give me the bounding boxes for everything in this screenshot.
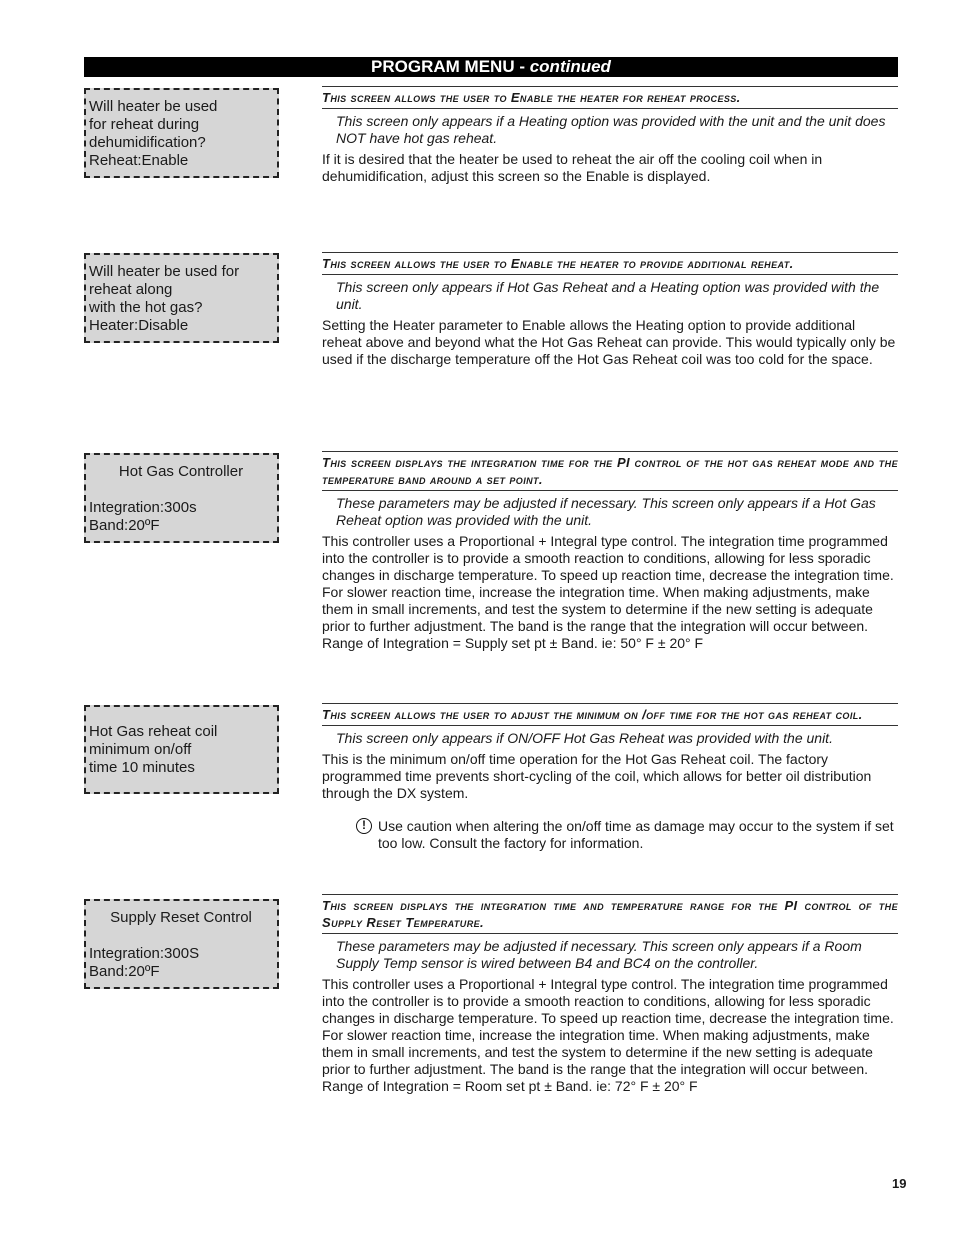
screen-line: Hot Gas reheat coil xyxy=(89,723,218,740)
header-title: PROGRAM MENU - xyxy=(371,57,530,76)
section-note: These parameters may be adjusted if necessary. This screen only appears if a Hot Gas Reheat option was provided with the unit. xyxy=(336,495,876,528)
caution-icon: ! xyxy=(356,818,372,834)
screen-line: for reheat during xyxy=(89,116,200,133)
section-hot-gas-integration xyxy=(322,451,898,652)
section-title: This screen displays the integration time for the PI control of the hot gas reheat mode and the temperature band around a set point. xyxy=(322,451,898,491)
section-note: These parameters may be adjusted if necessary. This screen only appears if a Room Supply Temp sensor is wired between B4 and BC4 on the controller. xyxy=(336,938,862,971)
section-heater-additional-reheat xyxy=(322,252,898,368)
screen-reheat-enable xyxy=(84,88,279,178)
section-note: This screen only appears if a Heating option was provided with the unit and the unit does NOT have hot gas reheat. xyxy=(336,113,886,146)
section-note: This screen only appears if Hot Gas Reheat and a Heating option was provided with the unit. xyxy=(336,279,880,312)
section-title: This screen allows the user to Enable the heater to provide additional reheat. xyxy=(322,252,898,275)
screen-line: Integration:300s xyxy=(89,499,197,516)
section-supply-reset-integration xyxy=(322,894,898,1095)
screen-line: time 10 minutes xyxy=(89,759,195,776)
screen-line: Reheat:Enable xyxy=(89,152,189,169)
body-paragraph: Range of Integration = Room set pt ± Band. ie: 72° F ± 20° F xyxy=(322,1078,698,1094)
section-body xyxy=(322,751,898,802)
body-paragraph: Setting the Heater parameter to Enable allows the Heating option to provide additional reheat above and beyond what the Hot Gas Reheat can provide. This would typically only be used if the discharge temperature off the Hot Gas Reheat coil was too cold for the space. xyxy=(322,317,896,367)
screen-heater-disable xyxy=(84,253,279,343)
section-title: This screen allows the user to Enable the heater for reheat process. xyxy=(322,86,898,109)
screen-line: Will heater be used xyxy=(89,98,218,115)
body-paragraph: This controller uses a Proportional + Integral type control. The integration time programmed into the controller is to provide a smooth reaction to conditions, allowing for less sporadic changes in discharge temperature. To speed up reaction time, decrease the integration time. For slower reaction time, increase the integration time. When making adjustments, make them in small increments, and test the system to determine if the new setting is adequate prior to further adjustment. The band is the range that the integration will occur between. xyxy=(322,976,894,1077)
screen-line: dehumidification? xyxy=(89,134,206,151)
screen-line: minimum on/off xyxy=(89,741,192,758)
body-paragraph: This controller uses a Proportional + Integral type control. The integration time programmed into the controller is to provide a smooth reaction to conditions, allowing for less sporadic changes in discharge temperature. To speed up reaction time, decrease the integration time. For slower reaction time, increase the integration time. When making adjustments, make them in small increments, and test the system to determine if the new setting is adequate prior to further adjustment. The band is the range that the integration will occur between. xyxy=(322,533,894,634)
screen-line: Band:20ºF xyxy=(89,517,160,534)
body-paragraph: This is the minimum on/off time operation for the Hot Gas Reheat coil. The factory programmed time prevents short-cycling of the coil, which allows for better oil distribution through the DX system. xyxy=(322,751,872,801)
page-number: 19 xyxy=(892,1176,907,1191)
screen-line: with the hot gas? xyxy=(89,299,203,316)
screen-hot-gas-reheat-coil xyxy=(84,705,279,794)
screen-hot-gas-controller xyxy=(84,453,279,543)
section-body xyxy=(322,317,898,368)
body-paragraph: Range of Integration = Supply set pt ± Band. ie: 50° F ± 20° F xyxy=(322,635,704,651)
section-note: This screen only appears if ON/OFF Hot Gas Reheat was provided with the unit. xyxy=(336,730,833,746)
screen-line: Integration:300S xyxy=(89,945,200,962)
screen-line: Heater:Disable xyxy=(89,317,189,334)
section-reheat-enable xyxy=(322,86,898,185)
screen-line: reheat along xyxy=(89,281,173,298)
section-body xyxy=(322,151,898,185)
screen-supply-reset-control xyxy=(84,899,279,989)
screen-line xyxy=(89,927,273,945)
screen-line xyxy=(89,481,273,499)
screen-line: Band:20ºF xyxy=(89,963,160,980)
screen-line: Will heater be used for xyxy=(89,263,240,280)
page-header xyxy=(84,57,898,77)
screen-line: Hot Gas Controller xyxy=(118,463,244,480)
section-body xyxy=(322,533,898,652)
header-continued: continued xyxy=(529,57,611,76)
section-title: This screen allows the user to adjust the minimum on /off time for the hot gas reheat coil. xyxy=(322,703,898,726)
section-body xyxy=(322,976,898,1095)
section-title: This screen displays the integration time and temperature range for the PI control of the Supply Reset Temperature. xyxy=(322,894,898,934)
caution-text: Use caution when altering the on/off time as damage may occur to the system if set too low. Consult the factory for information. xyxy=(378,818,894,851)
section-min-on-off-time xyxy=(322,703,898,852)
screen-line: Supply Reset Control xyxy=(110,909,252,926)
caution-note xyxy=(356,818,898,852)
body-paragraph: If it is desired that the heater be used to reheat the air off the cooling coil when in dehumidification, adjust this screen so the Enable is displayed. xyxy=(322,151,823,184)
